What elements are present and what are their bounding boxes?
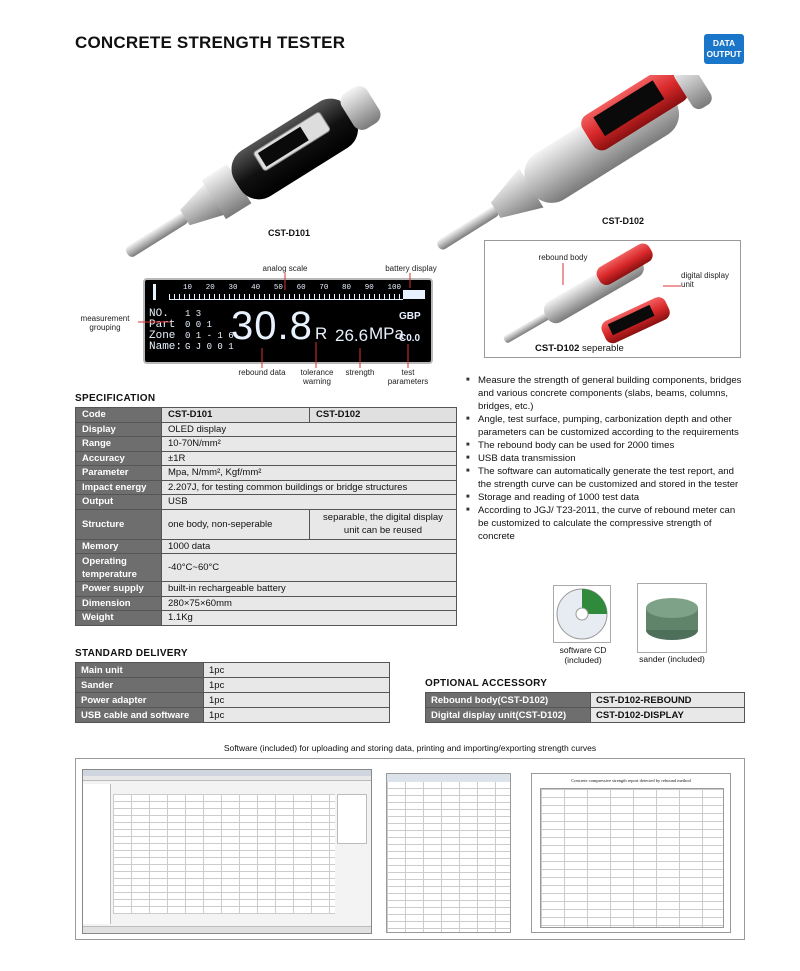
table-row xyxy=(76,451,457,466)
value-name: G J 0 0 1 xyxy=(185,342,234,352)
spec-value: 1.1Kg xyxy=(162,611,457,626)
report-title: Concrete compressive strength report detected by rebound method xyxy=(571,778,691,783)
table-row xyxy=(76,437,457,452)
param-gbp: GBP xyxy=(399,311,421,322)
specification-title: SPECIFICATION xyxy=(75,393,156,404)
table-row xyxy=(76,480,457,495)
badge-line1: DATA xyxy=(712,38,736,48)
scale-tick: 90 xyxy=(364,284,374,292)
software-window-thumbnail xyxy=(82,769,372,934)
table-row xyxy=(76,611,457,626)
spec-value: 2.207J, for testing common buildings or bridge structures xyxy=(162,480,457,495)
report-grid xyxy=(540,788,724,928)
thumb-table-header xyxy=(387,774,510,782)
spec-key: Display xyxy=(76,422,162,437)
feature-list xyxy=(466,374,748,543)
param-carbonization: C0.0 xyxy=(399,333,421,344)
inset-caption-model: CST-D102 xyxy=(535,343,580,354)
label-part: Part xyxy=(149,319,176,331)
delivery-item: USB cable and software xyxy=(76,708,204,723)
scale-tick: 80 xyxy=(342,284,352,292)
accessory-name: Rebound body(CST-D102) xyxy=(426,693,591,708)
sander-stone-icon xyxy=(638,584,706,652)
annotation-test-parameters: test parameters xyxy=(387,368,429,386)
thumb-sidebar xyxy=(83,784,111,924)
spec-key: Output xyxy=(76,495,162,510)
table-row xyxy=(76,582,457,597)
annotation-tolerance-warning: tolerance warning xyxy=(300,368,334,386)
value-no: 1 3 xyxy=(185,309,202,319)
inset-rebound-body-label: rebound body xyxy=(538,253,588,262)
list-item: ■ Measure the strength of general building components, bridges and various concrete components (slabs, beams, columns, bridges, etc.) xyxy=(466,374,748,413)
page-title: CONCRETE STRENGTH TESTER xyxy=(75,33,346,52)
spec-value: -40°C~60°C xyxy=(162,554,457,582)
strength-value: 26.6 xyxy=(335,326,369,345)
rebound-value: 30.8 xyxy=(231,304,313,348)
table-row xyxy=(76,495,457,510)
spec-key: Power supply xyxy=(76,582,162,597)
delivery-qty: 1pc xyxy=(204,663,390,678)
inset-caption-text: seperable xyxy=(579,343,624,354)
list-item: ■ USB data transmission xyxy=(466,452,748,465)
badge-line2: OUTPUT xyxy=(706,49,742,59)
accessory-code: CST-D102-REBOUND xyxy=(591,693,745,708)
separable-inset xyxy=(484,240,741,358)
spec-value: one body, non-seperable xyxy=(162,509,310,539)
inset-digital-display-label: digital display unit xyxy=(681,271,730,289)
delivery-item: Power adapter xyxy=(76,693,204,708)
table-row xyxy=(76,554,457,582)
scale-tick: 30 xyxy=(228,284,238,292)
annotation-measurement-grouping: measurement grouping xyxy=(80,314,130,332)
scale-tick: 20 xyxy=(205,284,215,292)
spec-value: built-in rechargeable battery xyxy=(162,582,457,597)
scale-tick: 40 xyxy=(251,284,261,292)
standard-delivery-table xyxy=(75,662,390,723)
accessory-name: Digital display unit(CST-D102) xyxy=(426,708,591,723)
list-item: ■ According to JGJ/ T23-2011, the curve of rebound meter can be customized to calculate the compressive strength of concrete xyxy=(466,504,748,543)
label-zone: Zone xyxy=(149,330,176,342)
annotation-battery-display: battery display xyxy=(385,264,437,273)
inset-separated-tester-image xyxy=(485,241,742,359)
inset-caption xyxy=(535,343,624,354)
table-row xyxy=(76,678,390,693)
software-screenshots-frame xyxy=(75,758,745,940)
scale-tick: 70 xyxy=(319,284,329,292)
delivery-item: Main unit xyxy=(76,663,204,678)
optional-accessory-table xyxy=(425,692,745,723)
spec-value: 10-70N/mm² xyxy=(162,437,457,452)
optional-accessory-title: OPTIONAL ACCESSORY xyxy=(425,678,548,689)
table-row xyxy=(76,596,457,611)
standard-delivery-title: STANDARD DELIVERY xyxy=(75,648,188,659)
strength-curve-table-thumbnail xyxy=(386,773,511,933)
table-row xyxy=(76,693,390,708)
spec-key: Accuracy xyxy=(76,451,162,466)
report-thumbnail xyxy=(531,773,731,933)
delivery-item: Sander xyxy=(76,678,204,693)
spec-key: Structure xyxy=(76,509,162,539)
thumb-menu-bar xyxy=(83,776,371,781)
spec-key: Memory xyxy=(76,539,162,554)
annotation-strength: strength xyxy=(345,368,375,377)
spec-value: CST-D101 xyxy=(162,408,310,423)
software-caption: Software (included) for uploading and storing data, printing and importing/exporting strength curves xyxy=(223,743,597,753)
strength-unit: MPa xyxy=(369,324,404,343)
caption-software-cd: software CD (included) xyxy=(559,645,607,665)
annotation-rebound-data: rebound data xyxy=(238,368,286,377)
spec-key: Weight xyxy=(76,611,162,626)
table-row xyxy=(76,422,457,437)
table-row xyxy=(76,663,390,678)
label-name: Name: xyxy=(149,341,183,353)
list-item: ■ The rebound body can be used for 2000 times xyxy=(466,439,748,452)
software-cd-image xyxy=(553,585,611,643)
scale-tick: 100 xyxy=(387,284,401,292)
list-item: ■ The software can automatically generate the test report, and the strength curve can be customized and stored in the tester xyxy=(466,465,748,491)
list-item: ■ Storage and reading of 1000 test data xyxy=(466,491,748,504)
sander-image xyxy=(637,583,707,653)
table-row xyxy=(76,539,457,554)
delivery-qty: 1pc xyxy=(204,693,390,708)
spec-key: Range xyxy=(76,437,162,452)
table-row xyxy=(76,408,457,423)
spec-value: Mpa, N/mm², Kgf/mm² xyxy=(162,466,457,481)
spec-value: CST-D102 xyxy=(310,408,457,423)
list-item: ■ Angle, test surface, pumping, carbonization depth and other parameters can be customized according to the requirements xyxy=(466,413,748,439)
spec-key: Operating temperature xyxy=(76,554,162,582)
model-label-cst-d102: CST-D102 xyxy=(602,216,645,226)
scale-tick: 50 xyxy=(273,284,283,292)
scale-tick: 10 xyxy=(183,284,193,292)
rebound-unit-r: R xyxy=(315,324,328,343)
scale-tick: 60 xyxy=(296,284,306,292)
cd-disc-icon xyxy=(554,586,610,642)
table-row xyxy=(426,693,745,708)
caption-sander: sander (included) xyxy=(639,654,705,664)
spec-value: separable, the digital display unit can be reused xyxy=(310,509,457,539)
spec-value: 280×75×60mm xyxy=(162,596,457,611)
model-label-cst-d101: CST-D101 xyxy=(268,228,311,238)
thumb-side-panel xyxy=(337,794,367,844)
spec-value: ±1R xyxy=(162,451,457,466)
spec-key: Dimension xyxy=(76,596,162,611)
spec-value: OLED display xyxy=(162,422,457,437)
table-row xyxy=(76,466,457,481)
delivery-qty: 1pc xyxy=(204,708,390,723)
table-row xyxy=(76,509,457,539)
value-zone: 0 1 - 1 6 xyxy=(185,331,234,341)
specification-table xyxy=(75,407,457,626)
label-no: NO. xyxy=(149,308,169,320)
table-row xyxy=(426,708,745,723)
delivery-qty: 1pc xyxy=(204,678,390,693)
table-row xyxy=(76,708,390,723)
spec-value: 1000 data xyxy=(162,539,457,554)
spec-value: USB xyxy=(162,495,457,510)
value-part: 0 0 1 xyxy=(185,320,213,330)
accessory-code: CST-D102-DISPLAY xyxy=(591,708,745,723)
thumb-data-grid xyxy=(113,794,335,914)
spec-key: Code xyxy=(76,408,162,423)
spec-key: Parameter xyxy=(76,466,162,481)
annotation-analog-scale: analog scale xyxy=(262,264,308,273)
spec-key: Impact energy xyxy=(76,480,162,495)
thumb-status-bar xyxy=(83,926,371,933)
